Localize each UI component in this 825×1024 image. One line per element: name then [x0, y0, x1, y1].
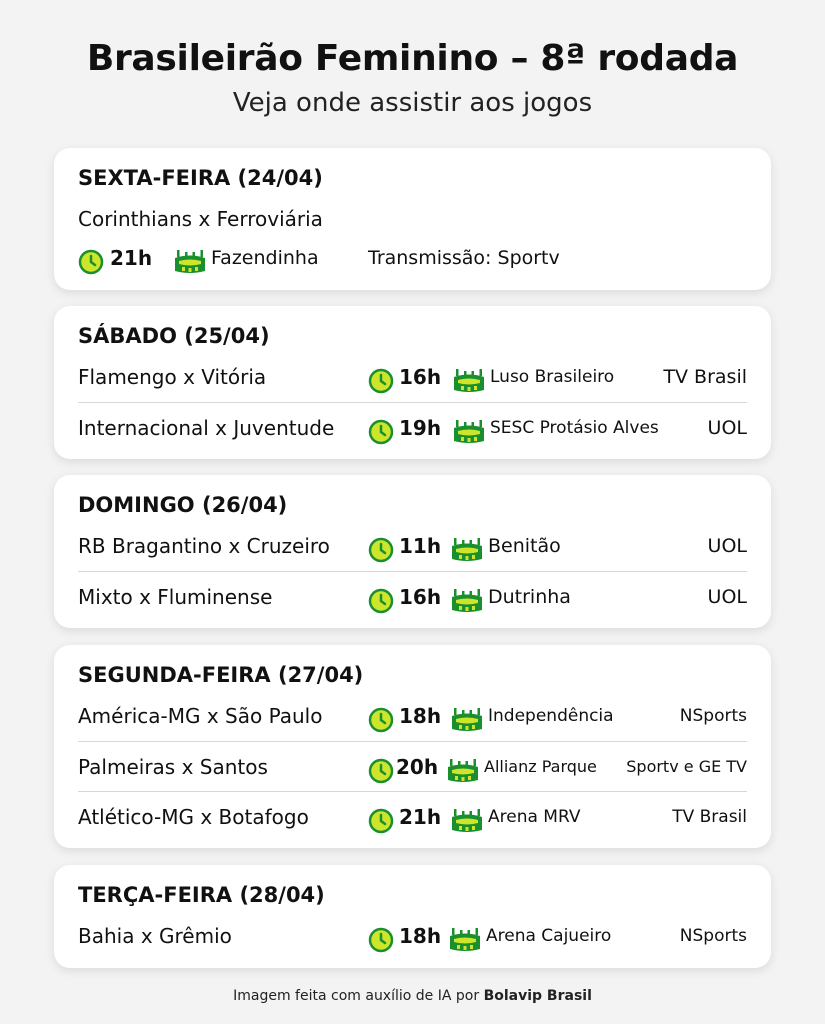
match-time: 18h [399, 704, 442, 728]
stadium-icon [450, 804, 484, 830]
venue-name: SESC Protásio Alves [490, 418, 659, 438]
day-card-terca [54, 865, 771, 968]
day-card-sabado [54, 306, 771, 459]
page-title: Brasileirão Feminino – 8ª rodada [86, 38, 739, 79]
day-card-sexta [54, 148, 771, 290]
footer-brand: Bolavip Brasil [483, 988, 592, 1004]
stadium-icon [452, 364, 486, 390]
day-card-domingo [54, 475, 771, 628]
stadium-icon [450, 533, 484, 559]
broadcast-channel: UOL [707, 417, 747, 439]
match-name: Palmeiras x Santos [78, 755, 268, 779]
stadium-icon [446, 754, 480, 780]
broadcast-channel: UOL [707, 535, 747, 557]
day-label: SÁBADO (25/04) [78, 324, 270, 348]
match-name: Corinthians x Ferroviária [78, 207, 323, 231]
match-name: RB Bragantino x Cruzeiro [78, 534, 330, 558]
broadcast-channel: Transmissão: Sportv [368, 247, 560, 269]
day-card-segunda [54, 645, 771, 848]
venue-name: Independência [488, 706, 614, 726]
stadium-icon [450, 584, 484, 610]
venue-name: Benitão [488, 535, 561, 557]
venue-name: Arena MRV [488, 807, 581, 827]
match-time: 18h [399, 924, 442, 948]
clock-icon [368, 804, 394, 830]
footer-text: Imagem feita com auxílio de IA por [233, 988, 480, 1004]
game-row [78, 571, 747, 622]
game-row [78, 911, 747, 961]
broadcast-channel: UOL [707, 586, 747, 608]
venue-name: Arena Cajueiro [486, 926, 612, 946]
day-label: SEGUNDA-FEIRA (27/04) [78, 663, 364, 687]
clock-icon [368, 364, 394, 390]
clock-icon [368, 754, 394, 780]
venue-name: Fazendinha [211, 247, 319, 269]
venue-name: Luso Brasileiro [490, 367, 615, 387]
game-row [78, 521, 747, 571]
match-time: 11h [399, 534, 442, 558]
venue-name: Dutrinha [488, 586, 571, 608]
game-row [78, 691, 747, 741]
day-label: DOMINGO (26/04) [78, 493, 288, 517]
game-row [78, 741, 747, 792]
day-label: TERÇA-FEIRA (28/04) [78, 883, 325, 907]
broadcast-channel: TV Brasil [663, 366, 747, 388]
match-name: Atlético-MG x Botafogo [78, 805, 309, 829]
match-time: 21h [110, 246, 153, 270]
game-row [78, 402, 747, 453]
game-row [78, 352, 747, 402]
clock-icon [368, 703, 394, 729]
broadcast-channel: Sportv e GE TV [626, 757, 747, 776]
clock-icon [368, 415, 394, 441]
match-name: América-MG x São Paulo [78, 704, 323, 728]
match-time: 19h [399, 416, 442, 440]
footer-credit [0, 988, 825, 1004]
clock-icon [78, 245, 104, 271]
broadcast-channel: TV Brasil [672, 807, 747, 827]
broadcast-channel: NSports [679, 926, 747, 946]
broadcast-channel: NSports [679, 706, 747, 726]
match-time: 21h [399, 805, 442, 829]
clock-icon [368, 923, 394, 949]
clock-icon [368, 584, 394, 610]
match-name: Mixto x Fluminense [78, 585, 273, 609]
stadium-icon [452, 415, 486, 441]
match-time: 16h [399, 585, 442, 609]
match-name: Internacional x Juventude [78, 416, 335, 440]
clock-icon [368, 533, 394, 559]
match-name: Bahia x Grêmio [78, 924, 232, 948]
stadium-icon [448, 923, 482, 949]
game-details-row [78, 233, 747, 283]
page-subtitle: Veja onde assistir aos jogos [232, 88, 593, 118]
stadium-icon [173, 245, 207, 271]
match-time: 20h [396, 755, 439, 779]
venue-name: Allianz Parque [484, 757, 597, 776]
game-row [78, 791, 747, 842]
match-time: 16h [399, 365, 442, 389]
match-name: Flamengo x Vitória [78, 365, 267, 389]
day-label: SEXTA-FEIRA (24/04) [78, 166, 323, 190]
stadium-icon [450, 703, 484, 729]
